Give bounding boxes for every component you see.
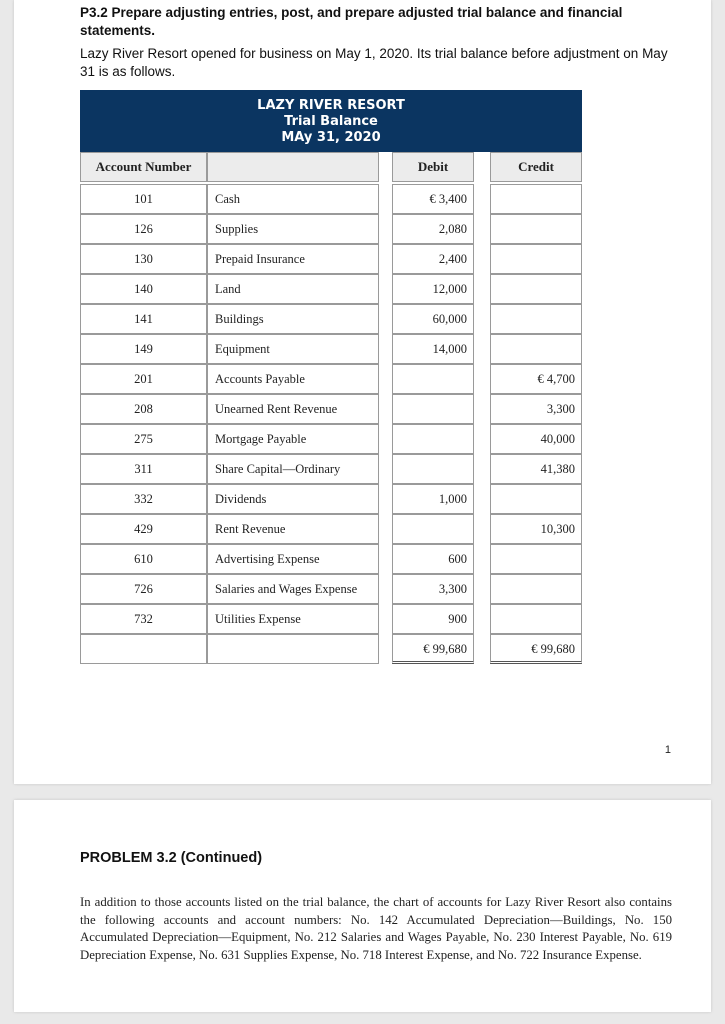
debit-cell xyxy=(392,514,474,544)
statement-date: MAy 31, 2020 xyxy=(281,130,381,145)
problem-heading: P3.2 Prepare adjusting entries, post, and prepare adjusted trial balance and financial statements. xyxy=(80,5,623,38)
credit-cell xyxy=(490,184,582,214)
credit-cell: 40,000 xyxy=(490,424,582,454)
account-number-cell: 101 xyxy=(80,184,207,214)
debit-cell: 2,400 xyxy=(392,244,474,274)
account-title-cell: Cash xyxy=(207,184,379,214)
page-number: 1 xyxy=(664,744,671,756)
account-title-cell: Salaries and Wages Expense xyxy=(207,574,379,604)
debit-cell xyxy=(392,394,474,424)
account-title-cell: Land xyxy=(207,274,379,304)
trial-balance-header xyxy=(80,90,582,152)
account-number-cell: 208 xyxy=(80,394,207,424)
company-name: LAZY RIVER RESORT xyxy=(257,98,405,113)
column-header-debit: Debit xyxy=(392,152,474,182)
continued-text: In addition to those accounts listed on the trial balance, the chart of accounts for Lazy River Resort also contains the following accounts and account numbers: No. 142 Accumulated Depreciation—Buildings, No. 150 Accumulated Depreciation—Equipment, No. 212 Salaries and Wages Payable, No. 230 Interest Payable, No. 619 Depreciation Expense, No. 631 Supplies Expense, No. 718 Interest Expense, and No. 722 Insurance Expense. xyxy=(80,895,672,962)
debit-cell: 1,000 xyxy=(392,484,474,514)
credit-cell xyxy=(490,244,582,274)
statement-title: Trial Balance xyxy=(284,114,378,129)
debit-cell: 900 xyxy=(392,604,474,634)
page-1 xyxy=(14,0,711,784)
column-header-account-title xyxy=(207,152,379,182)
credit-cell xyxy=(490,484,582,514)
credit-cell: 3,300 xyxy=(490,394,582,424)
account-number-cell: 275 xyxy=(80,424,207,454)
account-number-cell: 332 xyxy=(80,484,207,514)
account-number-cell: 140 xyxy=(80,274,207,304)
account-number-cell: 610 xyxy=(80,544,207,574)
account-title-cell: Rent Revenue xyxy=(207,514,379,544)
account-number-cell: 130 xyxy=(80,244,207,274)
total-credit-cell: € 99,680 xyxy=(490,634,582,664)
account-number-cell: 126 xyxy=(80,214,207,244)
total-account-number-cell xyxy=(80,634,207,664)
account-number-cell: 149 xyxy=(80,334,207,364)
debit-cell: € 3,400 xyxy=(392,184,474,214)
debit-cell: 60,000 xyxy=(392,304,474,334)
account-title-cell: Share Capital—Ordinary xyxy=(207,454,379,484)
debit-cell: 12,000 xyxy=(392,274,474,304)
credit-cell xyxy=(490,574,582,604)
account-number-cell: 732 xyxy=(80,604,207,634)
account-title-cell: Buildings xyxy=(207,304,379,334)
account-title-cell: Prepaid Insurance xyxy=(207,244,379,274)
credit-cell xyxy=(490,214,582,244)
column-header-credit: Credit xyxy=(490,152,582,182)
account-title-cell: Supplies xyxy=(207,214,379,244)
problem-intro: Lazy River Resort opened for business on May 1, 2020. Its trial balance before adjustment on May 31 is as follows. xyxy=(80,46,668,79)
debit-cell: 600 xyxy=(392,544,474,574)
credit-cell xyxy=(490,304,582,334)
credit-cell xyxy=(490,544,582,574)
debit-cell xyxy=(392,364,474,394)
continued-heading: PROBLEM 3.2 (Continued) xyxy=(80,850,263,866)
account-title-cell: Advertising Expense xyxy=(207,544,379,574)
debit-cell xyxy=(392,424,474,454)
account-number-cell: 201 xyxy=(80,364,207,394)
account-number-cell: 726 xyxy=(80,574,207,604)
account-number-cell: 429 xyxy=(80,514,207,544)
account-title-cell: Equipment xyxy=(207,334,379,364)
credit-cell: 10,300 xyxy=(490,514,582,544)
account-title-cell: Accounts Payable xyxy=(207,364,379,394)
credit-cell xyxy=(490,334,582,364)
account-title-cell: Mortgage Payable xyxy=(207,424,379,454)
credit-cell xyxy=(490,274,582,304)
column-header-account-number: Account Number xyxy=(80,152,207,182)
debit-cell: 2,080 xyxy=(392,214,474,244)
credit-cell xyxy=(490,604,582,634)
page-2 xyxy=(14,800,711,1012)
debit-cell: 14,000 xyxy=(392,334,474,364)
total-account-title-cell xyxy=(207,634,379,664)
account-number-cell: 311 xyxy=(80,454,207,484)
account-title-cell: Unearned Rent Revenue xyxy=(207,394,379,424)
debit-cell: 3,300 xyxy=(392,574,474,604)
credit-cell: € 4,700 xyxy=(490,364,582,394)
debit-cell xyxy=(392,454,474,484)
account-title-cell: Dividends xyxy=(207,484,379,514)
credit-cell: 41,380 xyxy=(490,454,582,484)
account-number-cell: 141 xyxy=(80,304,207,334)
account-title-cell: Utilities Expense xyxy=(207,604,379,634)
total-debit-cell: € 99,680 xyxy=(392,634,474,664)
